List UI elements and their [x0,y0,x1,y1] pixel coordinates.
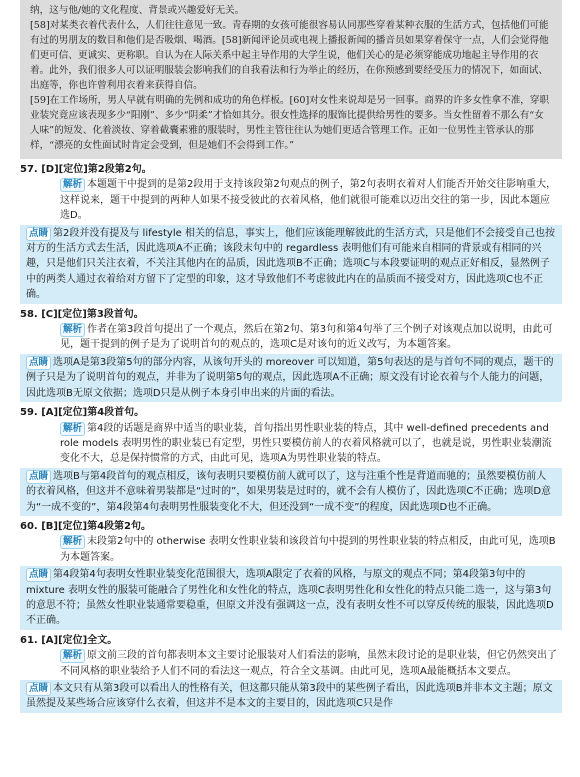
tip-box [20,468,562,516]
explanation-text: 末段第2句中的 otherwise 表明女性职业装和该段首句中提到的男性职业装的特点相反，由此可见，选项B为本题答案。 [60,536,556,563]
explanation-text: 作者在第3段首句提出了一个观点，然后在第2句、第3句和第4句举了三个例子对该观点加以说明，由此可见，题干提到的例子是为了说明首句的观点的，选项C是对该句的近义改写，为本题答案。 [60,324,553,351]
explain-tag: 解析 [60,323,85,337]
passage-line-0: 纳，这与他/她的文化程度、背景或兴趣爱好无关。 [30,5,245,16]
question-60 [20,519,562,630]
explain-tag: 解析 [60,649,85,663]
passage-para-1: [58]对某类衣着代表什么，人们往往意见一致。青春期的女孩可能很容易认同那些穿着某种衣服的生活方式，包括他们可能有过的男朋友的数目和他们是否吸烟、喝酒。[58]新闻评论员或电视上播报新闻的播音员如果穿着保守一点，人们会觉得他们更可信、更诚实、更称职。自认为在人际关系中起主导作用的大学生说，他们关心的是必须穿能成功地起主导作用的衣着。此外，我们很多人可以证明服装会影响我们的自我看法和行为举止的经历，在你预感到要经受压力的情况下，如面试、出庭等，你也许曾利用衣着来获得自信。 [30,20,549,91]
explain-tag: 解析 [60,535,85,549]
tip-text: 第4段第4句表明女性职业装变化范围很大，选项A限定了衣着的风格，与原文的观点不同；第4段第3句中的 mixture 表明女性的服装可能融合了男性化和女性化的特点，选项C表明男性化和女性化的特点只能二选一，这与第3句的意思不符；虽然女性职业装通常要稳重，但原文并没有强调这一点，没有表明女性不可以穿反传统的服装，因此选项D不正确。 [26,569,554,627]
question-title: 60. [B][定位]第4段第2句。 [20,520,152,532]
explanation [20,648,562,679]
tip-text: 第2段并没有提及与 lifestyle 相关的信息，事实上，他们应该能理解彼此的生活方式，只是他们不会接受自己也按对方的生活方式去生活，因此选项A不正确；该段末句中的 regardless 表明他们有可能来自相同的背景或有相同的兴趣，只是他们只关注衣着，不关注其他内在的品质，因此选项B不正确；选项C与本段要证明的观点正好相反，显然例子中的两类人通过衣着给对方留下了定型的印象，这才导致他们不考虑彼此内在的品质而不接受对方，因此选项C也不正确。 [26,227,555,301]
tip-tag: 点睛 [26,568,51,582]
tip-tag: 点睛 [26,682,51,696]
tip-text: 本文只有从第3段可以看出人的性格有关，但这都只能从第3段中的某些例子看出，因此选项B并非本文主题；原文虽然提及某些场合应该穿什么衣着，但这并不是本文的主要目的，因此选项C只是作 [26,683,553,710]
question-title: 59. [A][定位]第4段首句。 [20,407,145,419]
explanation [20,534,562,565]
tip-tag: 点睛 [26,356,51,370]
tip-text: 选项A是第3段第5句的部分内容，从该句开头的 moreover 可以知道，第5句表达的是与首句不同的观点，题干的例子只是为了说明首句的观点，并非为了说明第5句的观点，因此选项A不正确；原文没有讨论衣着与个人能力的问题，因此选项B无原文依据；选项D只是从例子本身引申出来的片面的看法。 [26,356,554,399]
explanation [20,322,562,353]
explain-tag: 解析 [60,422,85,436]
tip-box [20,354,562,402]
explanation [20,177,562,223]
passage-para-2: [59]在工作场所，男人早就有明确的先例和成功的角色样板。[60]对女性来说却是另一回事。商界的许多女性拿不准，穿职业装究竟应该表现多少“阳刚”、多少“阴柔”才恰如其分。很女性选择的服饰比提供给男性的要多。当女性留着不那么有“女人味”的短发、化着淡妆、穿着截囊素雅的服装时，男性主管往往认为她们更适合管理工作。正如一位男性主管承认的那样，“漂亮的女性面试时肯定会受到，但是她们不会得到工作。” [30,95,550,151]
question-57 [20,162,562,304]
tip-box [20,225,562,304]
question-61 [20,633,562,713]
explanation-text: 第4段的话题是商界中适当的职业装，首句指出男性职业装的特点，其中 well-defined precedents and role models 表明男性的职业装已有定型，男性只要模仿前人的衣着风格就可以了，也就是说，男性职业装潮流变化不大，总是保持惯常的方式，由此可见，选项A为男性职业装的特点。 [60,422,552,465]
explanation-text: 本题题干中提到的是第2段用于支持该段第2句观点的例子，第2句表明衣着对人们能否开始交往影响重大，这样说来，题干中提到的两种人如果不接受彼此的衣着风格，他们就很可能难以迈出交往的第一步，因此本题应选D。 [60,179,557,222]
question-title: 61. [A][定位]全文。 [20,634,118,646]
tip-box [20,680,562,713]
question-59 [20,405,562,516]
explanation [20,421,562,467]
question-title: 58. [C][定位]第3段首句。 [20,308,144,320]
tip-box [20,566,562,630]
question-58 [20,307,562,402]
explanation-text: 原文前三段的首句都表明本文主要讨论服装对人们看法的影响，虽然末段讨论的是职业装，但它仍然突出了不同风格的职业装给予人们不同的看法这一观点，符合全文基调。由此可见，选项A最能概括本文要点。 [60,650,558,677]
translation-passage [20,0,562,159]
explain-tag: 解析 [60,178,85,192]
question-title: 57. [D][定位]第2段第2句。 [20,164,152,175]
tip-text: 选项B与第4段首句的观点相反，该句表明只要模仿前人就可以了，这与注重个性是背道而驰的；虽然要模仿前人的衣着风格，但这并不意味着男装都是“过时的”，如果男装是过时的，就不会有人模仿了，因此选项C不正确；选项D意为“一成不变的”，第4段第4句表明男性服装变化不大，但还没到“一成不变”的程度，因此选项D也不正确。 [26,470,552,513]
tip-tag: 点睛 [26,227,51,241]
tip-tag: 点睛 [26,470,51,484]
